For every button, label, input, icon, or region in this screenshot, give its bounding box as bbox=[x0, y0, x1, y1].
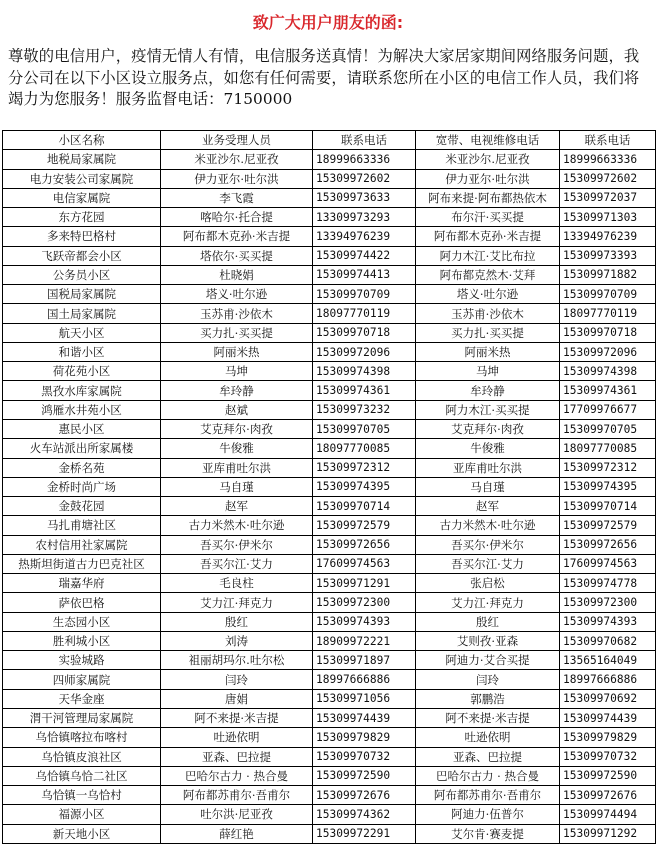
community-cell: 黑孜水库家属院 bbox=[3, 381, 161, 400]
phone-cell: 15309974361 bbox=[313, 381, 416, 400]
repair-phone-cell: 15309970705 bbox=[560, 419, 656, 438]
repair-staff-cell: 赵军 bbox=[416, 497, 560, 516]
phone-cell: 15309972096 bbox=[313, 342, 416, 361]
table-row bbox=[3, 246, 656, 265]
repair-phone-cell: 15309974393 bbox=[560, 612, 656, 631]
community-cell: 实验城路 bbox=[3, 651, 161, 670]
table-row bbox=[3, 285, 656, 304]
header-phone-2: 联系电话 bbox=[560, 131, 656, 150]
community-cell: 生态园小区 bbox=[3, 612, 161, 631]
community-cell: 热斯坦街道古力巴克社区 bbox=[3, 554, 161, 573]
repair-phone-cell: 15309974778 bbox=[560, 574, 656, 593]
notice-intro: 尊敬的电信用户，疫情无情人有情，电信服务送真情！为解决大家居家期间网络服务问题，我分公司在以下小区设立服务点，如您有任何需要，请联系您所在小区的电信工作人员，我们将竭力为您服务！服务监督电话：7150000 bbox=[8, 47, 640, 108]
community-cell: 地税局家属院 bbox=[3, 150, 161, 169]
phone-cell: 15309972291 bbox=[313, 824, 416, 843]
community-cell: 渭干河管理局家属院 bbox=[3, 708, 161, 727]
business-staff-cell: 艾力江·拜克力 bbox=[161, 593, 313, 612]
repair-phone-cell: 15309973393 bbox=[560, 246, 656, 265]
business-staff-cell: 玉苏甫·沙依木 bbox=[161, 304, 313, 323]
business-staff-cell: 马坤 bbox=[161, 362, 313, 381]
phone-cell: 15309970718 bbox=[313, 323, 416, 342]
repair-phone-cell: 18997666886 bbox=[560, 670, 656, 689]
repair-phone-cell: 15309970682 bbox=[560, 631, 656, 650]
repair-staff-cell: 亚库甫吐尔洪 bbox=[416, 458, 560, 477]
table-row bbox=[3, 362, 656, 381]
repair-phone-cell: 15309972676 bbox=[560, 786, 656, 805]
community-cell: 惠民小区 bbox=[3, 419, 161, 438]
table-row bbox=[3, 477, 656, 496]
table-row bbox=[3, 689, 656, 708]
table-row bbox=[3, 535, 656, 554]
table-row bbox=[3, 631, 656, 650]
business-staff-cell: 阿丽米热 bbox=[161, 342, 313, 361]
business-staff-cell: 塔义·吐尔逊 bbox=[161, 285, 313, 304]
repair-staff-cell: 阿布都木克孙·米吉提 bbox=[416, 227, 560, 246]
repair-phone-cell: 15309970709 bbox=[560, 285, 656, 304]
business-staff-cell: 赵斌 bbox=[161, 400, 313, 419]
table-row bbox=[3, 824, 656, 843]
repair-phone-cell: 18999663336 bbox=[560, 150, 656, 169]
community-cell: 金鼓花园 bbox=[3, 497, 161, 516]
phone-cell: 15309972579 bbox=[313, 516, 416, 535]
business-staff-cell: 吐尔洪·尼亚孜 bbox=[161, 805, 313, 824]
community-cell: 福源小区 bbox=[3, 805, 161, 824]
community-cell: 瑞嘉华府 bbox=[3, 574, 161, 593]
repair-staff-cell: 牛俊雅 bbox=[416, 439, 560, 458]
repair-staff-cell: 马坤 bbox=[416, 362, 560, 381]
phone-cell: 18097770085 bbox=[313, 439, 416, 458]
phone-cell: 15309972676 bbox=[313, 786, 416, 805]
header-phone: 联系电话 bbox=[313, 131, 416, 150]
table-row bbox=[3, 805, 656, 824]
repair-phone-cell: 15309979829 bbox=[560, 728, 656, 747]
phone-cell: 15309974362 bbox=[313, 805, 416, 824]
phone-cell: 15309970732 bbox=[313, 747, 416, 766]
repair-phone-cell: 15309970718 bbox=[560, 323, 656, 342]
business-staff-cell: 塔依尔·买买提 bbox=[161, 246, 313, 265]
header-repair-phone: 宽带、电视维修电话 bbox=[416, 131, 560, 150]
table-row bbox=[3, 708, 656, 727]
business-staff-cell: 杜晓娟 bbox=[161, 265, 313, 284]
repair-phone-cell: 15309972579 bbox=[560, 516, 656, 535]
repair-phone-cell: 15309972656 bbox=[560, 535, 656, 554]
repair-staff-cell: 米亚沙尔.尼亚孜 bbox=[416, 150, 560, 169]
business-staff-cell: 马自瑾 bbox=[161, 477, 313, 496]
phone-cell: 15309970705 bbox=[313, 419, 416, 438]
community-cell: 东方花园 bbox=[3, 208, 161, 227]
table-header-row bbox=[3, 131, 656, 150]
phone-cell: 15309974393 bbox=[313, 612, 416, 631]
business-staff-cell: 祖丽胡玛尔.吐尔松 bbox=[161, 651, 313, 670]
phone-cell: 15309970714 bbox=[313, 497, 416, 516]
community-cell: 乌恰镇一乌恰村 bbox=[3, 786, 161, 805]
header-business-staff: 业务受理人员 bbox=[161, 131, 313, 150]
business-staff-cell: 亚森、巴拉提 bbox=[161, 747, 313, 766]
repair-staff-cell: 郭鹏浩 bbox=[416, 689, 560, 708]
table-row bbox=[3, 150, 656, 169]
repair-phone-cell: 15309974439 bbox=[560, 708, 656, 727]
community-cell: 萨依巴格 bbox=[3, 593, 161, 612]
repair-phone-cell: 15309971303 bbox=[560, 208, 656, 227]
community-cell: 电信家属院 bbox=[3, 188, 161, 207]
repair-staff-cell: 阿迪力·伍普尔 bbox=[416, 805, 560, 824]
phone-cell: 13394976239 bbox=[313, 227, 416, 246]
business-staff-cell: 刘涛 bbox=[161, 631, 313, 650]
business-staff-cell: 毛良柱 bbox=[161, 574, 313, 593]
table-row bbox=[3, 574, 656, 593]
table-row bbox=[3, 612, 656, 631]
repair-staff-cell: 阿丽米热 bbox=[416, 342, 560, 361]
table-row bbox=[3, 786, 656, 805]
community-cell: 四师家属院 bbox=[3, 670, 161, 689]
table-row bbox=[3, 747, 656, 766]
repair-staff-cell: 阿力木江·艾比布拉 bbox=[416, 246, 560, 265]
table-row bbox=[3, 265, 656, 284]
business-staff-cell: 阿布都苏甫尔·吾甫尔 bbox=[161, 786, 313, 805]
table-row bbox=[3, 342, 656, 361]
community-cell: 火车站派出所家属楼 bbox=[3, 439, 161, 458]
repair-staff-cell: 伊力亚尔·吐尔洪 bbox=[416, 169, 560, 188]
repair-phone-cell: 15309972602 bbox=[560, 169, 656, 188]
repair-phone-cell: 15309970732 bbox=[560, 747, 656, 766]
community-cell: 航天小区 bbox=[3, 323, 161, 342]
community-cell: 电力安装公司家属院 bbox=[3, 169, 161, 188]
phone-cell: 18999663336 bbox=[313, 150, 416, 169]
table-row bbox=[3, 188, 656, 207]
repair-staff-cell: 殷红 bbox=[416, 612, 560, 631]
repair-phone-cell: 15309974395 bbox=[560, 477, 656, 496]
repair-phone-cell: 15309972300 bbox=[560, 593, 656, 612]
community-cell: 鸿雁水井苑小区 bbox=[3, 400, 161, 419]
community-cell: 金桥名苑 bbox=[3, 458, 161, 477]
community-cell: 马扎甫塘社区 bbox=[3, 516, 161, 535]
phone-cell: 15309971291 bbox=[313, 574, 416, 593]
repair-phone-cell: 18097770085 bbox=[560, 439, 656, 458]
repair-phone-cell: 13565164049 bbox=[560, 651, 656, 670]
repair-phone-cell: 15309972312 bbox=[560, 458, 656, 477]
phone-cell: 15309974395 bbox=[313, 477, 416, 496]
community-cell: 和谐小区 bbox=[3, 342, 161, 361]
phone-cell: 15309971056 bbox=[313, 689, 416, 708]
repair-staff-cell: 艾尔肯·赛麦提 bbox=[416, 824, 560, 843]
community-cell: 新天地小区 bbox=[3, 824, 161, 843]
business-staff-cell: 阿不来提·米吉提 bbox=[161, 708, 313, 727]
repair-staff-cell: 艾则孜·亚森 bbox=[416, 631, 560, 650]
table-row bbox=[3, 304, 656, 323]
repair-phone-cell: 15309971882 bbox=[560, 265, 656, 284]
phone-cell: 15309972656 bbox=[313, 535, 416, 554]
phone-cell: 15309974422 bbox=[313, 246, 416, 265]
phone-cell: 15309972602 bbox=[313, 169, 416, 188]
repair-staff-cell: 马自瑾 bbox=[416, 477, 560, 496]
repair-staff-cell: 吾买尔江·艾力 bbox=[416, 554, 560, 573]
table-row bbox=[3, 419, 656, 438]
repair-staff-cell: 吾买尔·伊米尔 bbox=[416, 535, 560, 554]
repair-phone-cell: 15309970714 bbox=[560, 497, 656, 516]
phone-cell: 15309972300 bbox=[313, 593, 416, 612]
phone-cell: 15309972590 bbox=[313, 766, 416, 785]
business-staff-cell: 买力扎·买买提 bbox=[161, 323, 313, 342]
table-row bbox=[3, 169, 656, 188]
business-staff-cell: 艾克拜尔·肉孜 bbox=[161, 419, 313, 438]
community-cell: 飞跃帝都会小区 bbox=[3, 246, 161, 265]
community-cell: 乌恰镇喀拉布喀村 bbox=[3, 728, 161, 747]
phone-cell: 13309973293 bbox=[313, 208, 416, 227]
community-cell: 乌恰镇乌恰二社区 bbox=[3, 766, 161, 785]
repair-staff-cell: 艾克拜尔·肉孜 bbox=[416, 419, 560, 438]
table-row bbox=[3, 323, 656, 342]
repair-staff-cell: 巴哈尔古力 · 热合曼 bbox=[416, 766, 560, 785]
repair-phone-cell: 15309974494 bbox=[560, 805, 656, 824]
repair-staff-cell: 玉苏甫·沙依木 bbox=[416, 304, 560, 323]
business-staff-cell: 喀哈尔·托合提 bbox=[161, 208, 313, 227]
community-cell: 多来特巴格村 bbox=[3, 227, 161, 246]
notice-title: 致广大用户朋友的函: bbox=[252, 13, 404, 32]
business-staff-cell: 吐逊依明 bbox=[161, 728, 313, 747]
repair-phone-cell: 15309970692 bbox=[560, 689, 656, 708]
repair-phone-cell: 17709976677 bbox=[560, 400, 656, 419]
repair-phone-cell: 13394976239 bbox=[560, 227, 656, 246]
table-row bbox=[3, 728, 656, 747]
repair-staff-cell: 艾力江·拜克力 bbox=[416, 593, 560, 612]
phone-cell: 15309971897 bbox=[313, 651, 416, 670]
community-cell: 国税局家属院 bbox=[3, 285, 161, 304]
community-cell: 国土局家属院 bbox=[3, 304, 161, 323]
table-row bbox=[3, 439, 656, 458]
phone-cell: 15309974398 bbox=[313, 362, 416, 381]
phone-cell: 15309972312 bbox=[313, 458, 416, 477]
table-row bbox=[3, 381, 656, 400]
community-cell: 天华金座 bbox=[3, 689, 161, 708]
business-staff-cell: 李飞霞 bbox=[161, 188, 313, 207]
repair-staff-cell: 古力米然木·吐尔逊 bbox=[416, 516, 560, 535]
table-row bbox=[3, 400, 656, 419]
repair-staff-cell: 亚森、巴拉提 bbox=[416, 747, 560, 766]
repair-staff-cell: 张启松 bbox=[416, 574, 560, 593]
business-staff-cell: 巴哈尔古力 · 热合曼 bbox=[161, 766, 313, 785]
repair-staff-cell: 布尔汗·买买提 bbox=[416, 208, 560, 227]
table-row bbox=[3, 554, 656, 573]
business-staff-cell: 薛红艳 bbox=[161, 824, 313, 843]
repair-phone-cell: 15309972037 bbox=[560, 188, 656, 207]
table-row bbox=[3, 593, 656, 612]
business-staff-cell: 闫玲 bbox=[161, 670, 313, 689]
business-staff-cell: 殷红 bbox=[161, 612, 313, 631]
community-cell: 金桥时尚广场 bbox=[3, 477, 161, 496]
phone-cell: 15309973232 bbox=[313, 400, 416, 419]
repair-staff-cell: 买力扎·买买提 bbox=[416, 323, 560, 342]
business-staff-cell: 赵军 bbox=[161, 497, 313, 516]
phone-cell: 18997666886 bbox=[313, 670, 416, 689]
business-staff-cell: 吾买尔江·艾力 bbox=[161, 554, 313, 573]
community-cell: 荷花苑小区 bbox=[3, 362, 161, 381]
table-row bbox=[3, 766, 656, 785]
header-community: 小区名称 bbox=[3, 131, 161, 150]
phone-cell: 15309979829 bbox=[313, 728, 416, 747]
repair-staff-cell: 阿不来提·米吉提 bbox=[416, 708, 560, 727]
community-cell: 公务员小区 bbox=[3, 265, 161, 284]
table-row bbox=[3, 227, 656, 246]
table-row bbox=[3, 651, 656, 670]
phone-cell: 15309973633 bbox=[313, 188, 416, 207]
business-staff-cell: 吾买尔·伊米尔 bbox=[161, 535, 313, 554]
repair-staff-cell: 塔义·吐尔逊 bbox=[416, 285, 560, 304]
phone-cell: 15309974413 bbox=[313, 265, 416, 284]
business-staff-cell: 伊力亚尔·吐尔洪 bbox=[161, 169, 313, 188]
table-row bbox=[3, 516, 656, 535]
repair-staff-cell: 阿力木江·买买提 bbox=[416, 400, 560, 419]
phone-cell: 15309970709 bbox=[313, 285, 416, 304]
community-cell: 胜利城小区 bbox=[3, 631, 161, 650]
business-staff-cell: 阿布都木克孙·米吉提 bbox=[161, 227, 313, 246]
phone-cell: 18097770119 bbox=[313, 304, 416, 323]
table-row bbox=[3, 497, 656, 516]
community-cell: 农村信用社家属院 bbox=[3, 535, 161, 554]
business-staff-cell: 亚库甫吐尔洪 bbox=[161, 458, 313, 477]
repair-phone-cell: 15309974361 bbox=[560, 381, 656, 400]
community-cell: 乌恰镇皮浪社区 bbox=[3, 747, 161, 766]
business-staff-cell: 牛俊雅 bbox=[161, 439, 313, 458]
table-row bbox=[3, 208, 656, 227]
phone-cell: 17609974563 bbox=[313, 554, 416, 573]
business-staff-cell: 古力米然木·吐尔逊 bbox=[161, 516, 313, 535]
repair-staff-cell: 阿布都克然木·艾拜 bbox=[416, 265, 560, 284]
repair-phone-cell: 15309971292 bbox=[560, 824, 656, 843]
repair-phone-cell: 15309972096 bbox=[560, 342, 656, 361]
repair-staff-cell: 牟玲静 bbox=[416, 381, 560, 400]
repair-staff-cell: 阿迪力·艾合买提 bbox=[416, 651, 560, 670]
repair-phone-cell: 17609974563 bbox=[560, 554, 656, 573]
table-row bbox=[3, 670, 656, 689]
business-staff-cell: 唐娟 bbox=[161, 689, 313, 708]
phone-cell: 18909972221 bbox=[313, 631, 416, 650]
business-staff-cell: 米亚沙尔.尼亚孜 bbox=[161, 150, 313, 169]
repair-staff-cell: 阿布来提·阿布都热依木 bbox=[416, 188, 560, 207]
repair-phone-cell: 18097770119 bbox=[560, 304, 656, 323]
repair-staff-cell: 吐逊依明 bbox=[416, 728, 560, 747]
service-point-table bbox=[2, 130, 656, 844]
repair-staff-cell: 阿布都苏甫尔·吾甫尔 bbox=[416, 786, 560, 805]
repair-phone-cell: 15309972590 bbox=[560, 766, 656, 785]
business-staff-cell: 牟玲静 bbox=[161, 381, 313, 400]
repair-staff-cell: 闫玲 bbox=[416, 670, 560, 689]
table-row bbox=[3, 458, 656, 477]
repair-phone-cell: 15309974398 bbox=[560, 362, 656, 381]
phone-cell: 15309974439 bbox=[313, 708, 416, 727]
